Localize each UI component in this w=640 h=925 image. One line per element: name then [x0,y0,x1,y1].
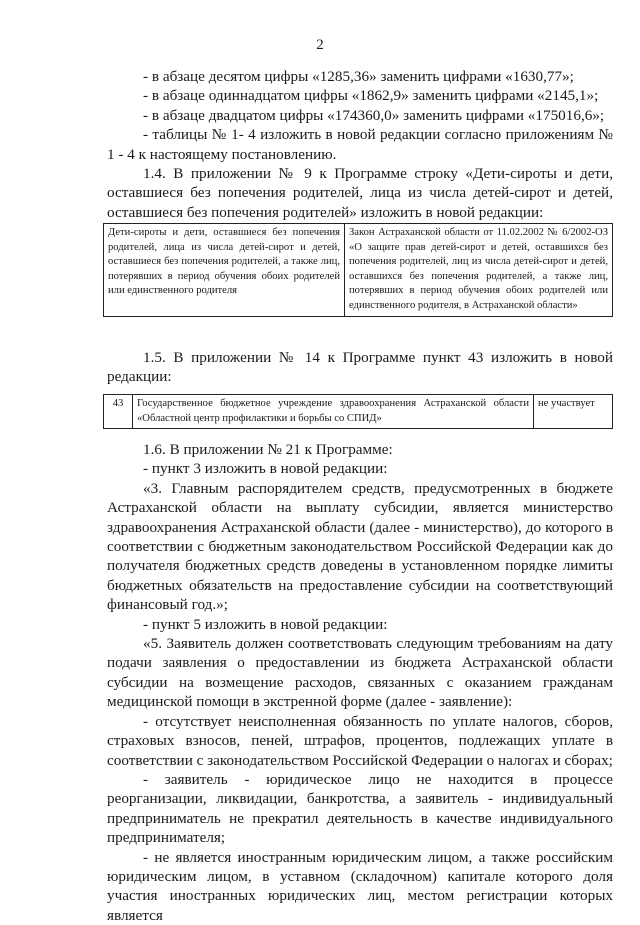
paragraph: - в абзаце двадцатом цифры «174360,0» заменить цифрами «175016,6»; [143,106,605,124]
paragraph: - таблицы № 1- 4 изложить в новой редакции согласно приложениям № 1 - 4 к настоящему постановлению. [107,126,613,163]
paragraph: - пункт 5 изложить в новой редакции: [143,615,388,633]
page-number: 2 [316,37,324,53]
paragraph: 1.6. В приложении № 21 к Программе: [143,441,393,458]
table-cell-number: 43 [104,395,133,429]
paragraph: «5. Заявитель должен соответствовать следующим требованиям на дату подачи заявления о предоставлении из бюджета Астраханской области субсидии на возмещение расходов, связанных с оказанием гражданам медицинской помощи в экстренной форме (далее - заявление): [107,635,613,711]
paragraph: 1.4. В приложении № 9 к Программе строку «Дети-сироты и дети, оставшиеся без попечения родителей, лица из числа детей-сирот и детей, оставшиеся без попечения родителей» изложить в новой редакции: [107,165,613,221]
table-row [104,395,613,429]
table-point-43 [103,394,613,429]
table-cell: Закон Астраханской области от 11.02.2002 № 6/2002-ОЗ «О защите прав детей-сирот и детей, оставшихся без попечения родителей, лиц из числа детей-сирот и детей, оставшихся без попечения родителей, а также лиц, потерявших в период обучения обоих родителей или единственного родителя, в Астраханской области» [345,224,613,317]
paragraph: - отсутствует неисполненная обязанность по уплате налогов, сборов, страховых взносов, пеней, штрафов, процентов, подлежащих уплате в соответствии с законодательством Российской Федерации о налогах и сборах; [107,712,613,769]
section-1-5 [107,348,613,387]
table-cell: Дети-сироты и дети, оставшиеся без попечения родителей, лица из числа детей-сирот и детей, оставшиеся без попечения родителей, а также лиц, потерявших в период обучения обоих родителей или единственного родителя [104,224,345,317]
amendments-section [107,67,613,222]
table-row [104,224,613,317]
section-1-6 [107,440,613,925]
table-cell-status: не участвует [534,395,613,429]
paragraph: - заявитель - юридическое лицо не находится в процессе реорганизации, ликвидации, банкротства, а заявитель - индивидуальный предприниматель не прекратил деятельность в качестве индивидуального предпринимателя; [107,770,613,847]
paragraph: - не является иностранным юридическим лицом, а также российским юридическим лицом, в уставном (складочном) капитале которого доля участия иностранных юридических лиц, местом регистрации которых является [107,848,613,924]
paragraph: - в абзаце десятом цифры «1285,36» заменить цифрами «1630,77»; [143,68,574,85]
paragraph: «3. Главным распорядителем средств, предусмотренных в бюджете Астраханской области на выплату субсидии, является министерство здравоохранения Астраханской области (далее - министерство), до которого в соответствии с бюджетным законодательством Российской Федерации как до получателя бюджетных средств доведены в установленном порядке лимиты бюджетных обязательств на предоставление субсидии на соответствующий финансовый год.»; [107,479,613,614]
table-orphans [103,223,613,317]
paragraph: 1.5. В приложении № 14 к Программе пункт 43 изложить в новой редакции: [107,349,613,386]
table-cell-name: Государственное бюджетное учреждение здравоохранения Астраханской области «Областной центр профилактики и борьбы со СПИД» [133,395,534,429]
paragraph: - в абзаце одиннадцатом цифры «1862,9» заменить цифрами «2145,1»; [143,87,599,105]
paragraph: - пункт 3 изложить в новой редакции: [143,460,388,478]
